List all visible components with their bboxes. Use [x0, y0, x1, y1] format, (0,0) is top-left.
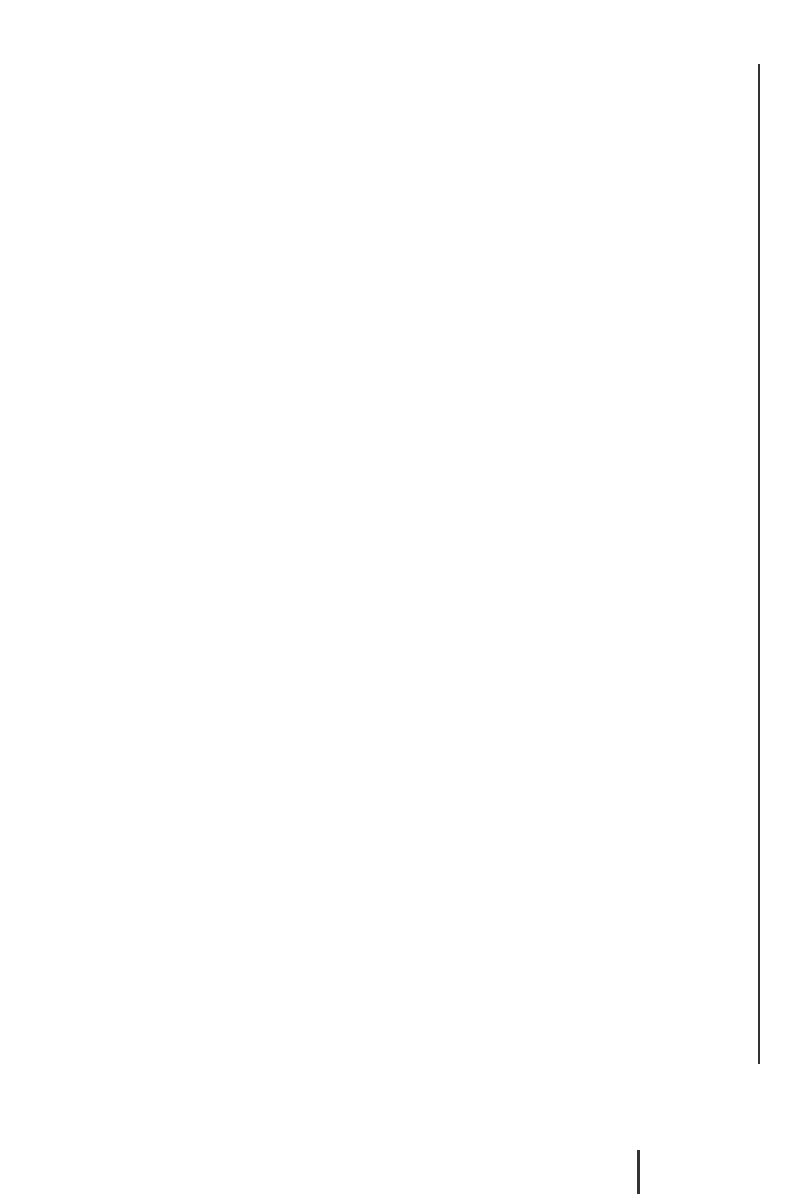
page-footer: [615, 1138, 650, 1182]
footer-rule: [637, 1150, 640, 1194]
column-divider: [758, 64, 760, 1064]
